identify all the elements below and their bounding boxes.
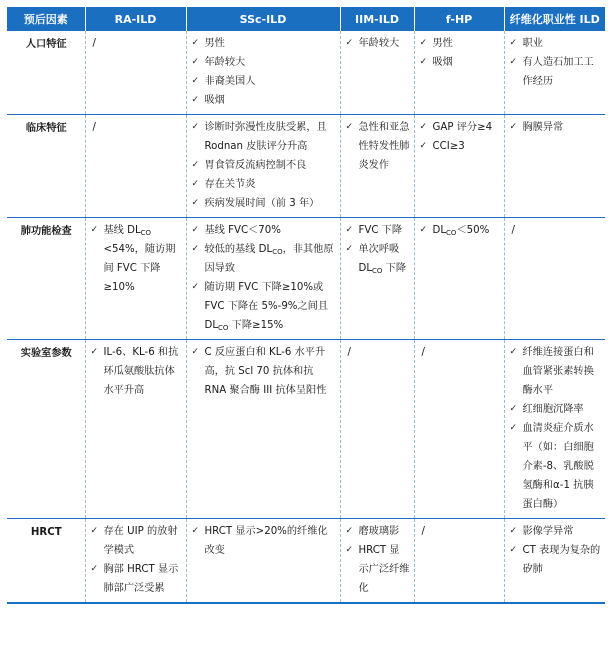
criteria-item <box>192 221 336 240</box>
criteria-item <box>510 522 602 541</box>
cell-ssc-ild <box>186 115 340 218</box>
check-icon: ✓ <box>345 526 354 536</box>
check-icon: ✓ <box>191 160 200 170</box>
criteria-text: 诊断时弥漫性皮肤受累，且 Rodnan 皮肤评分升高 <box>204 122 327 152</box>
criteria-item <box>420 34 500 53</box>
criteria-item <box>192 240 336 278</box>
criteria-text: 有人造石加工工作经历 <box>522 57 594 87</box>
check-icon: ✓ <box>345 545 354 555</box>
not-applicable-text: / <box>92 122 96 133</box>
criteria-text: CT 表现为复杂的矽肺 <box>522 545 601 575</box>
check-icon: ✓ <box>509 347 518 357</box>
criteria-list <box>510 118 602 137</box>
criteria-item <box>420 118 500 137</box>
criteria-text: 胃食管反流病控制不良 <box>204 160 307 171</box>
criteria-text: HRCT 显示>20%的纤维化改变 <box>204 526 328 556</box>
criteria-item <box>91 522 182 560</box>
check-icon: ✓ <box>191 122 200 132</box>
check-icon: ✓ <box>509 122 518 132</box>
cell-occupational-ild <box>504 218 605 340</box>
check-icon: ✓ <box>90 564 99 574</box>
cell-ra-ild <box>85 340 186 519</box>
header-f-hp: f-HP <box>414 7 504 31</box>
criteria-text: 男性 <box>432 38 453 49</box>
check-icon: ✓ <box>419 57 428 67</box>
row-factor-label: 实验室参数 <box>7 340 85 519</box>
cell-ra-ild <box>85 115 186 218</box>
criteria-item <box>346 541 410 598</box>
header-ra-ild: RA-ILD <box>85 7 186 31</box>
criteria-text: 吸烟 <box>432 57 453 68</box>
check-icon: ✓ <box>191 347 200 357</box>
criteria-text: 疾病发展时间（前 3 年） <box>204 198 320 209</box>
criteria-text: 急性和亚急性特发性肺炎发作 <box>358 122 410 171</box>
table-row <box>7 519 605 604</box>
check-icon: ✓ <box>509 38 518 48</box>
check-icon: ✓ <box>90 225 99 235</box>
cell-ra-ild <box>85 519 186 604</box>
criteria-item <box>91 560 182 598</box>
check-icon: ✓ <box>191 95 200 105</box>
row-factor-label: 肺功能检查 <box>7 218 85 340</box>
criteria-list <box>510 522 602 579</box>
cell-occupational-ild <box>504 340 605 519</box>
criteria-list <box>192 522 336 560</box>
criteria-list <box>420 221 500 240</box>
cell-occupational-ild <box>504 115 605 218</box>
check-icon: ✓ <box>90 526 99 536</box>
criteria-item <box>192 278 336 335</box>
criteria-list <box>420 34 500 72</box>
cell-ra-ild <box>85 31 186 115</box>
criteria-item <box>91 343 182 400</box>
check-icon: ✓ <box>191 526 200 536</box>
criteria-item <box>420 53 500 72</box>
criteria-list <box>192 221 336 335</box>
criteria-list <box>192 343 336 400</box>
criteria-item <box>346 118 410 175</box>
criteria-text: 胸部 HRCT 显示肺部广泛受累 <box>103 564 179 594</box>
check-icon: ✓ <box>191 244 200 254</box>
table-row <box>7 218 605 340</box>
cell-f-hp <box>414 519 504 604</box>
cell-iim-ild <box>340 340 414 519</box>
not-applicable-text: / <box>92 38 96 49</box>
criteria-list <box>510 343 602 514</box>
cell-f-hp <box>414 218 504 340</box>
criteria-text: 胸膜异常 <box>522 122 564 133</box>
header-ssc-ild: SSc-ILD <box>186 7 340 31</box>
table-row <box>7 31 605 115</box>
check-icon: ✓ <box>509 526 518 536</box>
criteria-text: 基线 FVC＜70% <box>204 225 281 236</box>
criteria-list <box>91 343 182 400</box>
criteria-item <box>346 240 410 278</box>
prognosis-table-container <box>7 7 605 604</box>
not-applicable-text: / <box>421 347 425 358</box>
criteria-text: 随访期 FVC 下降≥10%或 FVC 下降在 5%-9%之间且 $DL_{CO}$ 下降≥15% <box>204 282 329 332</box>
not-applicable-text: / <box>511 225 515 236</box>
criteria-list <box>192 34 336 110</box>
criteria-list <box>510 34 602 91</box>
check-icon: ✓ <box>345 225 354 235</box>
criteria-text: 血清炎症介质水平（如：白细胞介素-8、乳酸脱氢酶和α-1 抗胰蛋白酶） <box>522 423 594 510</box>
criteria-item <box>91 221 182 297</box>
header-factor: 预后因素 <box>7 7 85 31</box>
cell-f-hp <box>414 115 504 218</box>
cell-iim-ild <box>340 519 414 604</box>
cell-iim-ild <box>340 218 414 340</box>
criteria-item <box>510 419 602 514</box>
criteria-text: 单次呼吸 $DL_{CO}$ 下降 <box>358 244 407 275</box>
criteria-text: 较低的基线 $DL_{CO}$，非其他原因导致 <box>204 244 334 274</box>
cell-ssc-ild <box>186 31 340 115</box>
criteria-list <box>192 118 336 213</box>
criteria-list <box>346 118 410 175</box>
check-icon: ✓ <box>191 57 200 67</box>
row-factor-label: 人口特征 <box>7 31 85 115</box>
criteria-text: HRCT 显示广泛纤维化 <box>358 545 410 594</box>
cell-ssc-ild <box>186 519 340 604</box>
criteria-text: 红细胞沉降率 <box>522 404 584 415</box>
criteria-list <box>346 34 410 53</box>
criteria-item <box>192 34 336 53</box>
row-factor-label: 临床特征 <box>7 115 85 218</box>
header-iim-ild: IIM-ILD <box>340 7 414 31</box>
cell-occupational-ild <box>504 519 605 604</box>
check-icon: ✓ <box>345 122 354 132</box>
check-icon: ✓ <box>191 225 200 235</box>
criteria-item <box>192 175 336 194</box>
cell-iim-ild <box>340 115 414 218</box>
criteria-item <box>510 34 602 53</box>
criteria-text: FVC 下降 <box>358 225 403 236</box>
criteria-list <box>346 522 410 598</box>
criteria-list <box>91 522 182 598</box>
cell-ra-ild <box>85 218 186 340</box>
criteria-item <box>192 72 336 91</box>
criteria-list <box>91 221 182 297</box>
criteria-item <box>192 522 336 560</box>
criteria-text: GAP 评分≥4 <box>432 122 493 133</box>
cell-ssc-ild <box>186 340 340 519</box>
criteria-text: 存在关节炎 <box>204 179 256 190</box>
table-row <box>7 115 605 218</box>
check-icon: ✓ <box>419 141 428 151</box>
criteria-text: $DL_{CO}<50\%$ <box>432 225 490 237</box>
check-icon: ✓ <box>509 423 518 433</box>
prognosis-factors-table <box>7 7 605 604</box>
cell-f-hp <box>414 31 504 115</box>
check-icon: ✓ <box>191 38 200 48</box>
not-applicable-text: / <box>421 526 425 537</box>
criteria-text: 磨玻璃影 <box>358 526 400 537</box>
check-icon: ✓ <box>191 179 200 189</box>
criteria-item <box>192 53 336 72</box>
table-header <box>7 7 605 31</box>
criteria-text: IL-6、KL-6 和抗环瓜氨酸肽抗体水平升高 <box>103 347 179 396</box>
criteria-text: 吸烟 <box>204 95 225 106</box>
header-row <box>7 7 605 31</box>
not-applicable-text: / <box>347 347 351 358</box>
check-icon: ✓ <box>419 38 428 48</box>
check-icon: ✓ <box>419 225 428 235</box>
criteria-item <box>192 194 336 213</box>
check-icon: ✓ <box>191 282 200 292</box>
criteria-item <box>510 53 602 91</box>
criteria-text: 纤维连接蛋白和血管紧张素转换酶水平 <box>522 347 594 396</box>
criteria-text: 年龄较大 <box>358 38 400 49</box>
criteria-item <box>192 156 336 175</box>
criteria-text: CCI≥3 <box>432 141 465 152</box>
criteria-item <box>510 118 602 137</box>
criteria-text: 基线 $DL_{CO} <54\%$，随访期间 FVC 下降≥10% <box>103 225 176 293</box>
criteria-text: 存在 UIP 的放射学模式 <box>103 526 178 556</box>
criteria-text: 影像学异常 <box>522 526 574 537</box>
check-icon: ✓ <box>509 545 518 555</box>
criteria-item <box>192 91 336 110</box>
check-icon: ✓ <box>90 347 99 357</box>
check-icon: ✓ <box>509 404 518 414</box>
criteria-item <box>510 343 602 400</box>
criteria-text: 非裔美国人 <box>204 76 256 87</box>
criteria-item <box>420 137 500 156</box>
table-body <box>7 31 605 603</box>
criteria-item <box>346 221 410 240</box>
check-icon: ✓ <box>345 38 354 48</box>
check-icon: ✓ <box>191 76 200 86</box>
check-icon: ✓ <box>509 57 518 67</box>
criteria-item <box>510 541 602 579</box>
check-icon: ✓ <box>419 122 428 132</box>
check-icon: ✓ <box>345 244 354 254</box>
criteria-item <box>510 400 602 419</box>
criteria-item <box>346 34 410 53</box>
cell-iim-ild <box>340 31 414 115</box>
criteria-item <box>420 221 500 240</box>
criteria-text: 年龄较大 <box>204 57 246 68</box>
criteria-list <box>420 118 500 156</box>
criteria-list <box>346 221 410 278</box>
header-occupational-ild: 纤维化职业性 ILD <box>504 7 605 31</box>
row-factor-label: HRCT <box>7 519 85 604</box>
criteria-item <box>192 343 336 400</box>
check-icon: ✓ <box>191 198 200 208</box>
table-row <box>7 340 605 519</box>
criteria-text: 男性 <box>204 38 225 49</box>
criteria-text: C 反应蛋白和 KL-6 水平升高，抗 Scl 70 抗体和抗 RNA 聚合酶 III 抗体呈阳性 <box>204 347 327 396</box>
cell-occupational-ild <box>504 31 605 115</box>
cell-ssc-ild <box>186 218 340 340</box>
cell-f-hp <box>414 340 504 519</box>
criteria-item <box>192 118 336 156</box>
criteria-item <box>346 522 410 541</box>
criteria-text: 职业 <box>522 38 543 49</box>
